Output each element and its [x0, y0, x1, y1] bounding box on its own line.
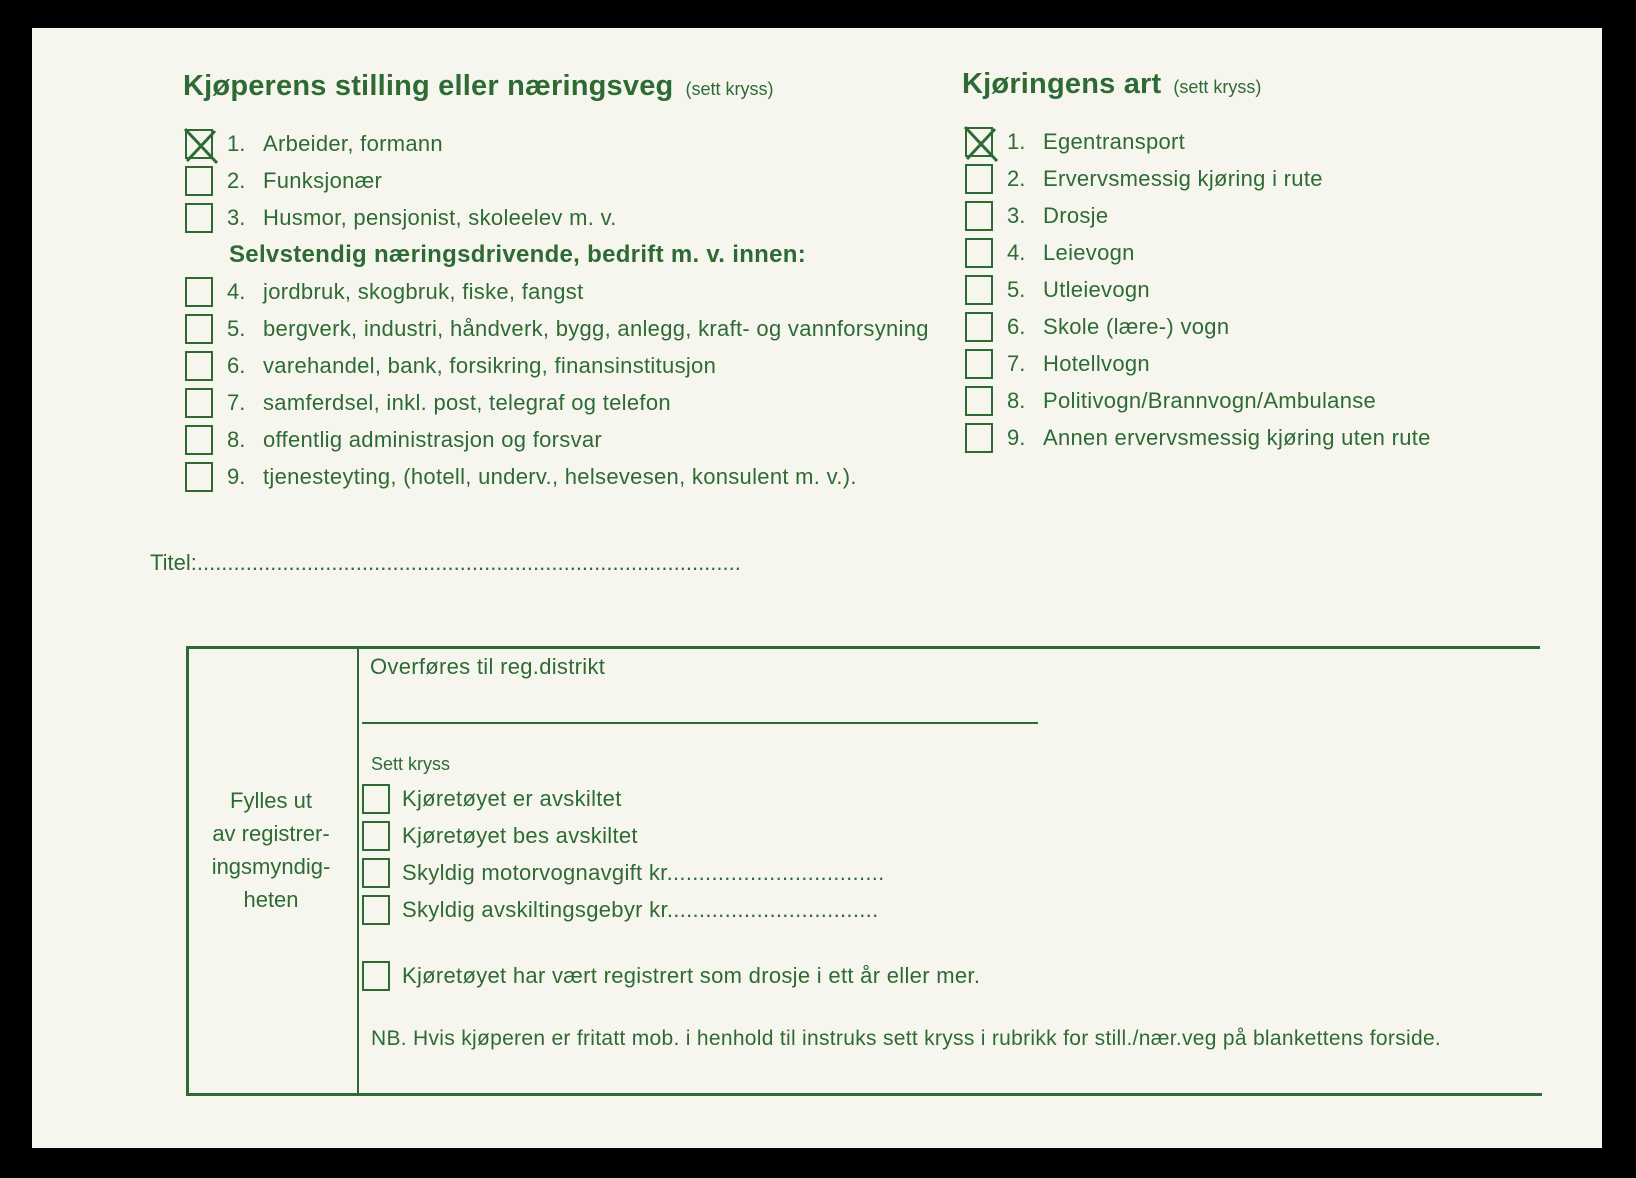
option-checkbox[interactable] — [965, 275, 993, 305]
option-row[interactable] — [965, 164, 1323, 194]
option-label: tjenesteyting, (hotell, underv., helsevesen, konsulent m. v.). — [263, 464, 857, 489]
cross-mark-icon — [181, 123, 225, 167]
option-label: jordbruk, skogbruk, fiske, fangst — [263, 279, 584, 304]
option-checkbox[interactable] — [185, 425, 213, 455]
option-label: Annen ervervsmessig kjøring uten rute — [1043, 425, 1431, 450]
option-checkbox[interactable] — [965, 423, 993, 453]
registry-checkbox[interactable] — [362, 821, 390, 851]
check-heading: Sett kryss — [371, 754, 451, 774]
option-label: bergverk, industri, håndverk, bygg, anlegg, kraft- og vannforsyning — [263, 316, 929, 341]
option-number: 5. — [227, 316, 246, 341]
left-heading-note: (sett kryss) — [685, 79, 774, 99]
option-checkbox[interactable] — [965, 312, 993, 342]
option-number: 1. — [227, 131, 246, 156]
registry-check-row[interactable] — [362, 895, 878, 925]
option-number: 3. — [1007, 203, 1026, 228]
option-row[interactable] — [965, 349, 1150, 379]
side-label-line: Fylles ut — [230, 788, 312, 813]
option-checkbox[interactable] — [185, 277, 213, 307]
option-row[interactable] — [965, 312, 1229, 342]
registry-check-label: Skyldig motorvognavgift kr.................................. — [402, 860, 885, 885]
option-checkbox[interactable] — [185, 462, 213, 492]
option-row[interactable] — [185, 351, 716, 381]
self-employed-subheading: Selvstendig næringsdrivende, bedrift m. v. innen: — [229, 241, 807, 268]
option-label: Husmor, pensjonist, skoleelev m. v. — [263, 205, 617, 230]
option-row[interactable] — [965, 423, 1431, 453]
option-row[interactable] — [185, 388, 671, 418]
option-row[interactable] — [965, 275, 1150, 305]
option-row[interactable] — [965, 386, 1376, 416]
nb-note: NB. Hvis kjøperen er fritatt mob. i henhold til instruks sett kryss i rubrikk for still./nær.veg på blankettens forside. — [371, 1027, 1442, 1050]
registry-check-label: Skyldig avskiltingsgebyr kr................................. — [402, 897, 879, 922]
box-top-rule — [186, 646, 1540, 649]
right-heading-note: (sett kryss) — [1173, 77, 1262, 97]
cross-mark-icon — [961, 121, 1005, 165]
option-checkbox[interactable] — [185, 314, 213, 344]
option-row[interactable] — [965, 201, 1108, 231]
registry-checkbox[interactable] — [362, 858, 390, 888]
titel-field[interactable]: Titel:......................................................................................... — [150, 550, 741, 575]
side-label-line: av registrer- — [212, 821, 330, 846]
option-row[interactable] — [185, 425, 602, 455]
option-label: Ervervsmessig kjøring i rute — [1043, 166, 1323, 191]
right-heading-text: Kjøringens art — [962, 68, 1162, 100]
option-checkbox[interactable] — [965, 201, 993, 231]
left-heading — [183, 70, 773, 103]
option-label: Egentransport — [1043, 129, 1186, 154]
option-label: samferdsel, inkl. post, telegraf og telefon — [263, 390, 671, 415]
option-checkbox[interactable] — [965, 164, 993, 194]
option-label: Hotellvogn — [1043, 351, 1150, 376]
option-number: 8. — [227, 427, 246, 452]
box-divider — [357, 646, 359, 1096]
option-label: Skole (lære-) vogn — [1043, 314, 1230, 339]
option-row[interactable] — [185, 277, 584, 307]
option-label: Politivogn/Brannvogn/Ambulanse — [1043, 388, 1377, 413]
option-number: 5. — [1007, 277, 1026, 302]
registry-check-label: Kjøretøyet bes avskiltet — [402, 823, 638, 848]
box-bottom-rule — [186, 1093, 1542, 1096]
option-row[interactable] — [965, 127, 1185, 157]
registry-check-row[interactable] — [362, 784, 622, 814]
option-number: 2. — [227, 168, 246, 193]
option-number: 6. — [227, 353, 246, 378]
option-number: 8. — [1007, 388, 1026, 413]
registry-check-row[interactable] — [362, 821, 638, 851]
option-row[interactable] — [965, 238, 1135, 268]
option-number: 4. — [227, 279, 246, 304]
transfer-label: Overføres til reg.distrikt — [370, 654, 606, 679]
option-checkbox[interactable] — [185, 388, 213, 418]
right-heading — [962, 68, 1261, 101]
option-checkbox[interactable] — [965, 127, 993, 157]
option-number: 2. — [1007, 166, 1026, 191]
registry-checkbox[interactable] — [362, 784, 390, 814]
option-label: Utleievogn — [1043, 277, 1150, 302]
option-checkbox[interactable] — [185, 166, 213, 196]
option-number: 4. — [1007, 240, 1026, 265]
option-row[interactable] — [185, 203, 617, 233]
option-row[interactable] — [185, 129, 443, 159]
registry-check-row[interactable] — [362, 858, 885, 888]
registry-check-label: Kjøretøyet er avskiltet — [402, 786, 622, 811]
drosje-check-row[interactable] — [362, 961, 980, 991]
option-label: varehandel, bank, forsikring, finansinstitusjon — [263, 353, 717, 378]
registry-side-label — [186, 784, 356, 916]
option-checkbox[interactable] — [965, 238, 993, 268]
option-checkbox[interactable] — [185, 351, 213, 381]
side-label-line: ingsmyndig- — [211, 854, 331, 879]
option-row[interactable] — [185, 166, 382, 196]
option-number: 9. — [227, 464, 246, 489]
left-heading-text: Kjøperens stilling eller næringsveg — [183, 70, 674, 102]
side-label-line: heten — [243, 887, 299, 912]
option-label: Funksjonær — [263, 168, 383, 193]
option-label: offentlig administrasjon og forsvar — [263, 427, 603, 452]
option-number: 1. — [1007, 129, 1026, 154]
registry-checkbox[interactable] — [362, 895, 390, 925]
option-number: 9. — [1007, 425, 1026, 450]
option-label: Leievogn — [1043, 240, 1135, 265]
drosje-check-label: Kjøretøyet har vært registrert som drosje i ett år eller mer. — [402, 963, 981, 988]
option-label: Arbeider, formann — [263, 131, 443, 156]
option-number: 6. — [1007, 314, 1026, 339]
option-number: 7. — [227, 390, 246, 415]
option-number: 7. — [1007, 351, 1026, 376]
transfer-line[interactable] — [362, 722, 1038, 724]
drosje-checkbox[interactable] — [362, 961, 390, 991]
option-row[interactable] — [185, 314, 929, 344]
option-checkbox[interactable] — [965, 386, 993, 416]
option-checkbox[interactable] — [965, 349, 993, 379]
option-checkbox[interactable] — [185, 129, 213, 159]
option-label: Drosje — [1043, 203, 1109, 228]
option-row[interactable] — [185, 462, 857, 492]
option-checkbox[interactable] — [185, 203, 213, 233]
option-number: 3. — [227, 205, 246, 230]
